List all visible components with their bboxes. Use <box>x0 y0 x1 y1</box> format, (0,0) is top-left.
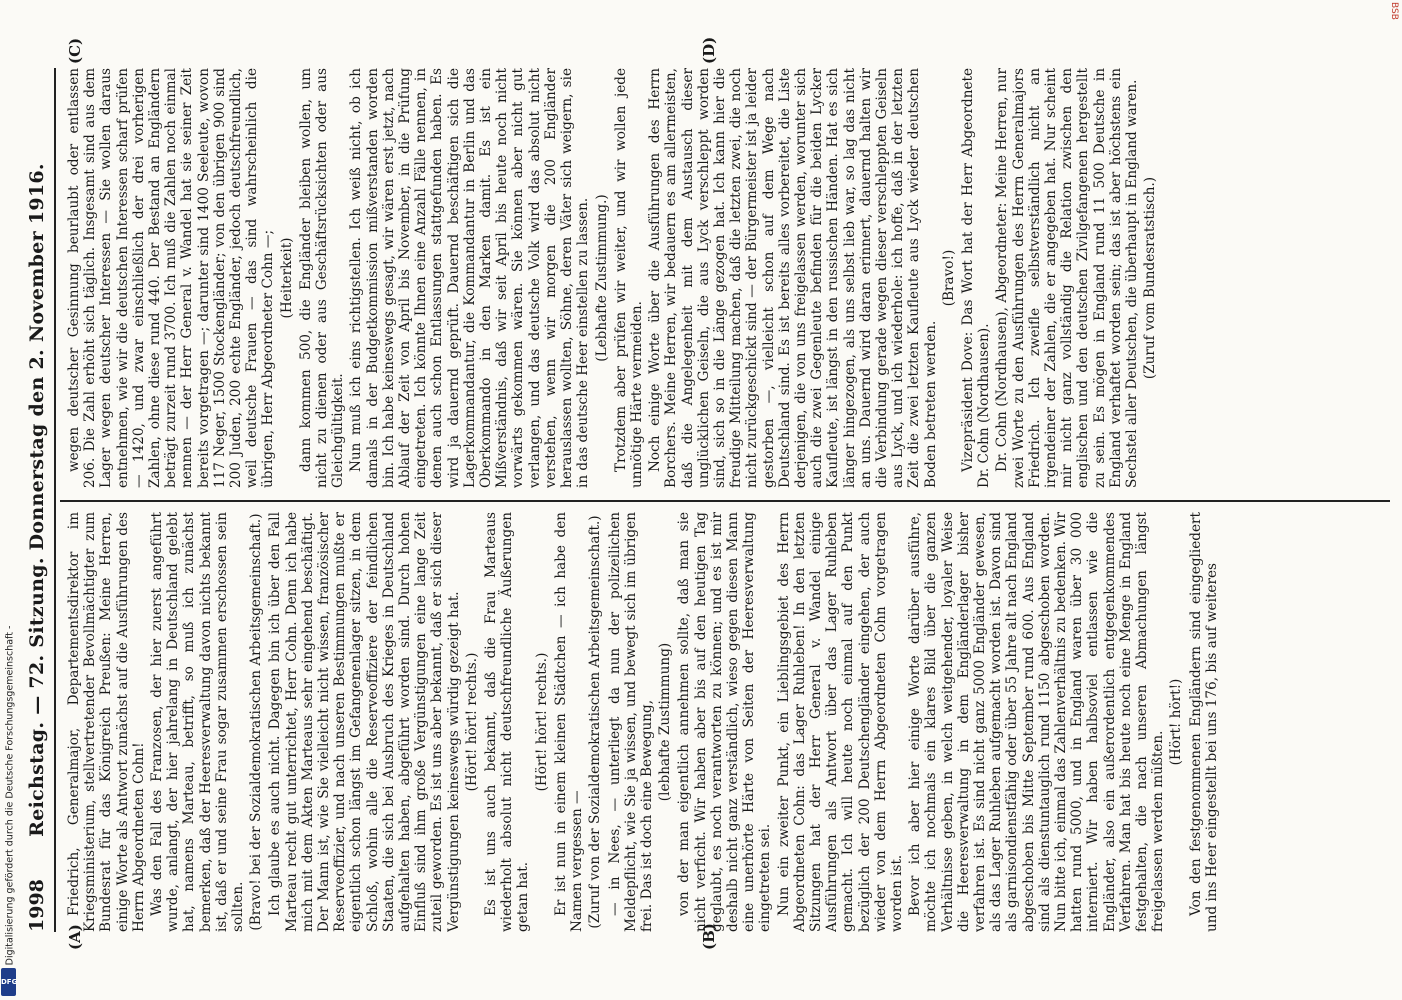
paragraph: — in Nees, — unterliegt da nun der polizeilichen Meldepflicht, wie Sie ja wissen, und bewegt sich im übrigen frei. Das ist doch eine Bewegung, <box>606 512 655 932</box>
paragraph: dann kommen 500, die Engländer bleiben wollen, um nicht zu dienen oder aus Geschäftsrücksichten oder aus Gleichgültigkeit. <box>297 68 347 488</box>
bsb-logo: BSB <box>1389 2 1399 20</box>
margin-marker-a: (A) <box>66 924 84 950</box>
page-header <box>20 68 54 932</box>
paragraph: (Zuruf von der Sozialdemokratischen Arbeitsgemeinschaft.) <box>587 515 604 929</box>
left-column <box>66 512 1396 932</box>
paragraph: Er ist nun in einem kleinen Städtchen — ich habe den Namen vergessen — <box>552 512 586 932</box>
paragraph: Noch einige Worte über die Ausführungen des Herrn Borchers. Meine Herren, wir bedauern es am allermeisten, daß die Angelegenheit mit dem Austausch dieser unglücklichen Geiseln, die aus Lyck verschleppt worden sind, sich so in die Länge gezogen hat. Ich kann hier die freudige Mitteilung machen, daß die letzten zwei, die noch nicht zurückgeschickt sind — der Bürgermeister ist ja leider gestorben —, vielleicht schon auf dem Wege nach Deutschland sind. Es ist bereits alles vorbereitet, die Liste derjenigen, die von uns freigelassen werden, worunter sich auch die zwei Gegenleute befinden für die beiden Lycker Kaufleute, ist längst in den russischen Händen. Hat es sich länger hingezogen, als uns selbst lieb war, so lag das nicht an uns. Dauernd wird daran erinnert, dauernd halten wir die Verbindung gerade wegen dieser verschleppten Geiseln aus Lyck, und ich wiederhole: ich hoffe, daß in der letzten Zeit die zwei letzten Kaufleute aus Lyck wieder deutschen Boden betreten werden. <box>647 68 939 488</box>
funding-note <box>0 610 18 1000</box>
margin-marker-c: (C) <box>66 37 84 64</box>
column-divider <box>60 500 1390 502</box>
paragraph: Friedrich, Generalmajor, Departementsdirektor im Kriegsministerium, stellvertretender Bevollmächtigter zum Bundesrat für das Königreich Preußen: Meine Herren, einige Worte als Antwort zunächst auf die Ausführungen des Herrn Abgeordneten Cohn! <box>66 512 147 932</box>
paragraph: (Zuruf vom Bundesratstisch.) <box>1142 176 1159 380</box>
paragraph: Ich glaube es auch nicht. Dagegen bin ich über den Fall Marteau recht gut unterrichtet, Herr Cohn. Denn ich habe mich mit dem Akten Marteaus sehr eingehend beschäftigt. Der Mann ist, wie Sie vielleicht nicht wissen, französischer Reserveoffizier, und nach unseren Bestimmungen mußte er eigentlich schon längst im Gefangenenlager sitzen, in dem Schloß, wohin alle die Reserveoffiziere der feindlichen Staaten, die sich bei Ausbruch des Krieges in Deutschland aufgehalten haben, abgeführt worden sind. Durch hohen Einfluß sind ihm große Vergünstigungen eine lange Zeit zuteil geworden. Es ist uns aber bekannt, daß er sich dieser Vergünstigungen keineswegs würdig gezeigt hat. <box>267 512 462 932</box>
paragraph: (Hört! hört!) <box>1168 678 1185 766</box>
margin-marker-d: (D) <box>700 36 718 64</box>
paragraph: Es ist uns auch bekannt, daß die Frau Marteaus wiederholt absolut nicht deutschfreundliche Äußerungen getan hat. <box>483 512 532 932</box>
dfg-logo[interactable]: DFG <box>1 968 16 996</box>
paragraph: Dr. Cohn (Nordhausen), Abgeordneter: Meine Herren, nur zwei Worte zu den Ausführungen des Herrn Generalmajors Friedrich. Ich zweifle selbstverständlich nicht an irgendeiner der Zahlen, die er angegeben hat. Nur scheint mir nicht ganz vollständig die Relation zwischen den englischen und den deutschen Zivilgefangenen hergestellt zu sein. Es mögen in England rund 11 500 Deutsche in England verhaftet worden sein; das ist aber höchstens ein Sechstel aller Deutschen, die überhaupt in England waren. <box>994 68 1140 488</box>
paragraph: wegen deutscher Gesinnung beurlaubt oder entlassen 206. Die Zahl erhöht sich täglich. Insgesamt sind aus dem Lager wegen deutscher Interessen — Sie wollen daraus entnehmen, wie wir die deutschen Interessen scharf prüfen — 1420, und zwar einschließlich der drei vorherigen Zahlen, ohne diese rund 440. Der Bestand an Engländern beträgt zurzeit rund 3700. Ich muß die Zahlen noch einmal nennen — der Herr General v. Wandel hat sie seiner Zeit bereits vorgetragen —; darunter sind 1400 Seeleute, wovon 117 Neger, 1500 Stockengländer; von den übrigen 900 sind 200 Juden, 200 echte Engländer, jedoch deutschfreundlich, weil deutsche Frauen — das sind wahrscheinlich die übrigen, Herr Abgeordneter Cohn —; <box>66 68 277 488</box>
paragraph: (lebhafte Zustimmung) <box>657 642 674 802</box>
page-number: 1998 <box>26 879 48 932</box>
right-column <box>66 68 1396 488</box>
funding-note-text: Digitalisierung gefördert durch die Deutsche Forschungsgemeinschaft - <box>4 625 16 966</box>
paragraph: Nun muß ich eins richtigstellen. Ich weiß nicht, ob ich damals in der Budgetkommission mißverstanden worden bin. Ich habe keineswegs gesagt, wir wären erst jetzt, nach Ablauf der Zeit von April bis November, in die Prüfung eingetreten. Ich könnte Ihnen eine Anzahl Fälle nennen, in denen auch schon Entlassungen stattgefunden haben. Es wird ja dauernd geprüft. Dauernd beschäftigen sich die Lagerkommandantur, die Kommandantur in Berlin und das Oberkommando in den Marken damit. Es ist ein Mißverständnis, daß wir seit April bis heute noch nicht vorwärts gekommen wären. Sie können aber nicht gut verlangen, und das deutsche Volk wird das absolut nicht verstehen, wenn wir morgen die 200 Engländer herauslassen wollten, Söhne, deren Väter sich weigern, sie in das deutsche Heer einstellen zu lassen. <box>348 68 592 488</box>
header-rule <box>54 68 56 932</box>
paragraph: Trotzdem aber prüfen wir weiter, und wir wollen jede unnötige Härte vermeiden. <box>612 68 645 488</box>
paragraph: Nun ein zweiter Punkt, ein Lieblingsgebiet des Herrn Abgeordneten Cohn: das Lager Ruhleben! In den letzten Sitzungen hat der Herr General v. Wandel einige Ausführungen als Antwort über das Lager Ruhleben gemacht. Ich will heute noch einmal auf den Punkt bezüglich der 200 Deutschengländer eingehen, der auch wieder von dem Herrn Abgeordneten Cohn vorgetragen worden ist. <box>775 512 905 932</box>
paragraph: (Bravo!) <box>940 249 957 307</box>
page-title: Reichstag. — 72. Sitzung. Donnerstag den 2. November 1916. <box>26 163 48 837</box>
paragraph: (Hört! hört! rechts.) <box>533 652 550 792</box>
paragraph: Was den Fall des Franzosen, der hier zuerst angeführt wurde, anlangt, der hier jahrelang in Deutschland gelebt hat, namens Marteau, betrifft, so muß ich zunächst bemerken, daß der Heeresverwaltung davon nichts bekannt ist, daß er und seine Frau sogar zusammen erschossen sein sollten. <box>149 512 247 932</box>
margin-marker-b: (B) <box>700 923 718 950</box>
paragraph: Vizepräsident Dove: Das Wort hat der Herr Abgeordnete Dr. Cohn (Nordhausen). <box>959 68 993 488</box>
paragraph: Von den festgenommenen Engländern sind eingegliedert und ins Heer eingestellt bei uns 176, bis auf weiteres <box>1187 512 1220 932</box>
paragraph: von der man eigentlich annehmen sollte, daß man sie nicht verficht. Wir haben aber bis auf den heutigen Tag geglaubt, es noch verantworten zu können; und es ist mir deshalb nicht ganz verständlich, wieso gegen diesen Mann eine unerhörte Härte von Seiten der Heeresverwaltung eingetreten sei. <box>676 512 774 932</box>
paragraph: (Lebhafte Zustimmung.) <box>593 194 610 362</box>
paragraph: (Hört! hört! rechts.) <box>463 652 480 792</box>
paragraph: (Bravo! bei der Sozialdemokratischen Arbeitsgemeinschaft.) <box>248 513 265 931</box>
paragraph: (Heiterkeit) <box>278 237 295 319</box>
paragraph: Bevor ich aber hier einige Worte darüber ausführe, möchte ich nochmals ein klares Bild über die ganzen Verhältnisse geben, in welch weitgehender, loyaler Weise die Heeresverwaltung in dem Engländerlager bisher verfahren ist. Es sind nicht ganz 5000 Engländer gewesen, als das Lager Ruhleben aufgemacht worden ist. Davon sind als garnisondienstfähig oder über 55 Jahre alt nach England abgeschoben bis Mitte September rund 600. Aus England sind als dienstuntauglich rund 1150 abgeschoben worden. Nun bitte ich, einmal das Zahlenverhältnis zu bedenken. Wir hatten rund 5000, und in England waren über 30 000 interniert. Wir haben halbsoviel entlassen wie die Engländer, also ein außerordentlich entgegenkommendes Verfahren. Man hat bis heute noch eine Menge in England festgehalten, die nach unseren Abmachungen längst freigelassen werden müßten. <box>907 512 1167 932</box>
